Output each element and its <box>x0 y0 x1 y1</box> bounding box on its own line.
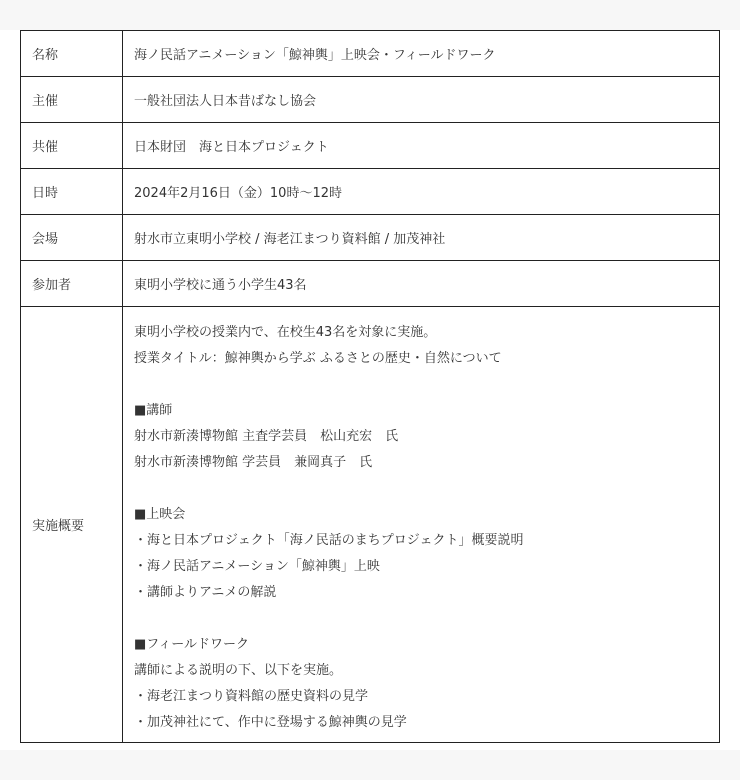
overview-content <box>123 307 720 743</box>
overview-line: 射水市新湊博物館 主査学芸員 松山充宏 氏 <box>134 428 399 444</box>
row-value: 東明小学校に通う小学生43名 <box>123 261 720 307</box>
row-organizer <box>21 77 720 123</box>
overview-line: ・海ノ民話アニメーション「鯨神輿」上映 <box>134 558 380 574</box>
row-label: 実施概要 <box>21 307 123 743</box>
row-value: 一般社団法人日本昔ばなし協会 <box>123 77 720 123</box>
row-cosponsor <box>21 123 720 169</box>
overview-spacer <box>134 372 719 398</box>
row-value: 海ノ民話アニメーション「鯨神輿」上映会・フィールドワーク <box>123 31 720 77</box>
overview-line: ・加茂神社にて、作中に登場する鯨神輿の見学 <box>134 714 407 730</box>
overview-spacer <box>134 606 719 632</box>
row-value: 射水市立東明小学校 / 海老江まつり資料館 / 加茂神社 <box>123 215 720 261</box>
row-label: 共催 <box>21 123 123 169</box>
event-info-table <box>20 30 720 743</box>
row-label: 名称 <box>21 31 123 77</box>
overview-line: ・海と日本プロジェクト「海ノ民話のまちプロジェクト」概要説明 <box>134 532 524 548</box>
row-participants <box>21 261 720 307</box>
row-name <box>21 31 720 77</box>
overview-line: ■上映会 <box>134 506 186 522</box>
row-label: 主催 <box>21 77 123 123</box>
overview-spacer <box>134 476 719 502</box>
overview-line: 射水市新湊博物館 学芸員 兼岡真子 氏 <box>134 454 373 470</box>
overview-line: ■講師 <box>134 402 173 418</box>
overview-line: 講師による説明の下、以下を実施。 <box>134 662 343 678</box>
row-value: 2024年2月16日（金）10時〜12時 <box>123 169 720 215</box>
overview-lines <box>134 314 719 736</box>
row-datetime <box>21 169 720 215</box>
row-label: 参加者 <box>21 261 123 307</box>
overview-line: 東明小学校の授業内で、在校生43名を対象に実施。 <box>134 324 437 340</box>
row-value: 日本財団 海と日本プロジェクト <box>123 123 720 169</box>
overview-line: ・海老江まつり資料館の歴史資料の見学 <box>134 688 369 704</box>
row-venue <box>21 215 720 261</box>
overview-line: ・講師よりアニメの解説 <box>134 584 277 600</box>
event-info-sheet <box>0 30 740 750</box>
overview-line: 授業タイトル：鯨神輿から学ぶ ふるさとの歴史・自然について <box>134 350 502 366</box>
row-overview <box>21 307 720 743</box>
row-label: 日時 <box>21 169 123 215</box>
row-label: 会場 <box>21 215 123 261</box>
overview-line: ■フィールドワーク <box>134 636 249 652</box>
